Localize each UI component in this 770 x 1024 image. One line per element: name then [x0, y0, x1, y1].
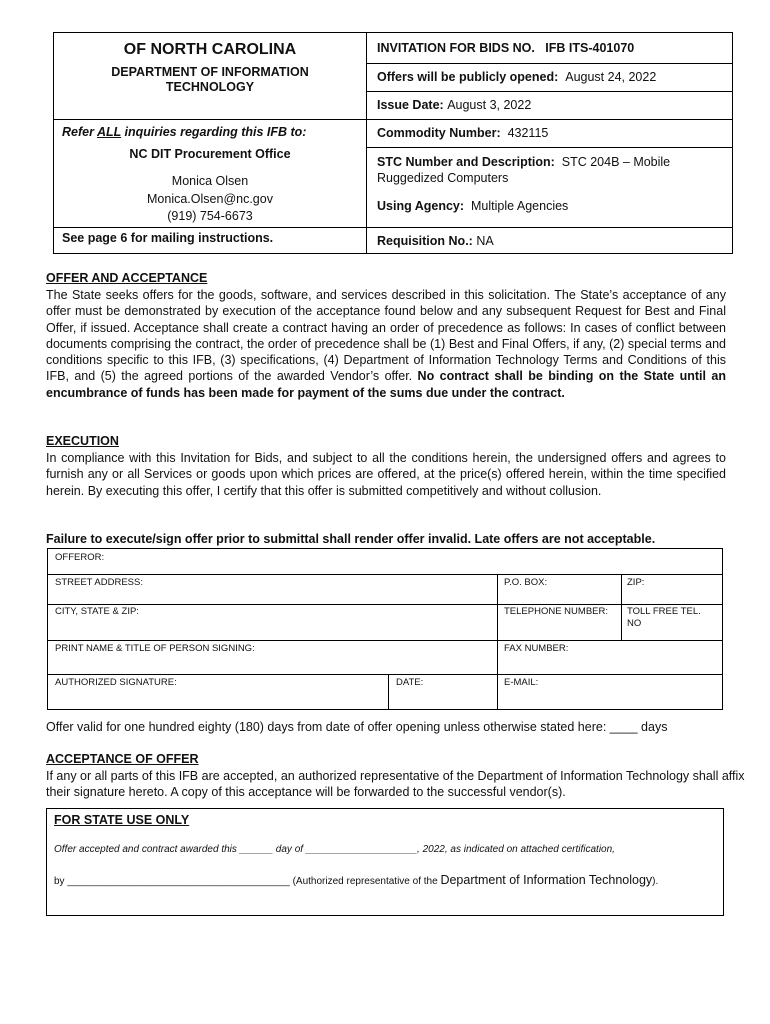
- header-right-column: [367, 33, 732, 253]
- state-use-heading: FOR STATE USE ONLY: [54, 813, 190, 827]
- offer-acceptance-body: [46, 287, 726, 401]
- execution-body: In compliance with this Invitation for Bids, and subject to all the conditions herein, the undersigned offers and agrees to furnish any or all Services or goods upon which prices are offered, at the price(s) offered herein, within the time specified herein. By executing this offer, I certify that this offer is submitted competitively and without collusion.: [46, 451, 726, 498]
- requisition-label: Requisition No.:: [377, 234, 473, 248]
- contact-phone: (919) 754-6673: [167, 209, 253, 223]
- authorized-signature-field[interactable]: AUTHORIZED SIGNATURE:: [55, 677, 177, 688]
- agency-value: Multiple Agencies: [471, 199, 569, 213]
- requisition-value: NA: [476, 234, 494, 248]
- rep-line-prefix: by ________________________________________ (Authorized representative of the: [54, 876, 441, 887]
- ifb-number-cell: [367, 33, 732, 63]
- offer-valid-statement: Offer valid for one hundred eighty (180) days from date of offer opening unless otherwise stated here: ____ days: [46, 720, 668, 734]
- requisition-cell: [367, 227, 732, 254]
- state-use-box: [46, 808, 724, 916]
- street-address-field[interactable]: STREET ADDRESS:: [55, 577, 143, 588]
- contact-name: Monica Olsen: [171, 174, 249, 188]
- rep-line-suffix: ).: [652, 876, 659, 887]
- authorized-representative-line: [54, 871, 714, 891]
- date-field[interactable]: DATE:: [396, 677, 424, 688]
- issue-date-cell: [367, 91, 732, 119]
- refer-suffix: inquiries regarding this IFB to:: [121, 125, 307, 139]
- acceptance-of-offer-heading: ACCEPTANCE OF OFFER: [46, 752, 199, 766]
- offer-acceptance-bold: No contract shall be binding on the State until an encumbrance of funds has been made for payment of the sums due under the contract.: [46, 369, 726, 400]
- department-line-1: DEPARTMENT OF INFORMATION: [111, 65, 309, 79]
- form-column-divider: [621, 574, 622, 640]
- form-divider: [48, 640, 722, 641]
- mailing-instructions: See page 6 for mailing instructions.: [54, 227, 366, 259]
- offer-acceptance-heading: OFFER AND ACCEPTANCE: [46, 271, 208, 285]
- opening-date-cell: [367, 63, 732, 91]
- contact-email[interactable]: Monica.Olsen@nc.gov: [147, 192, 273, 206]
- state-title: OF NORTH CAROLINA: [123, 41, 297, 58]
- form-column-divider: [497, 574, 498, 710]
- zip-field[interactable]: ZIP:: [627, 577, 645, 588]
- opening-value: August 24, 2022: [565, 70, 657, 84]
- department-name: [54, 65, 366, 95]
- fax-field[interactable]: FAX NUMBER:: [504, 643, 569, 654]
- telephone-field[interactable]: TELEPHONE NUMBER:: [504, 606, 608, 617]
- issue-value: August 3, 2022: [447, 98, 532, 112]
- offeror-field[interactable]: OFFEROR:: [55, 552, 105, 563]
- stc-value-1: STC 204B – Mobile: [561, 155, 671, 169]
- toll-free-field[interactable]: [627, 606, 701, 630]
- refer-prefix: Refer: [62, 125, 97, 139]
- refer-all: ALL: [96, 125, 122, 139]
- department-line-2: TECHNOLOGY: [165, 80, 255, 94]
- opening-label: Offers will be publicly opened:: [377, 70, 559, 84]
- form-divider: [48, 674, 722, 675]
- email-field[interactable]: E-MAIL:: [504, 677, 539, 688]
- issue-label: Issue Date:: [377, 98, 444, 112]
- form-column-divider: [388, 674, 389, 710]
- acceptance-of-offer-body: If any or all parts of this IFB are accepted, an authorized representative of the Department of Information Technology shall affix their signature hereto. A copy of this acceptance will be forwarded to the successful vendor(s).: [46, 769, 745, 800]
- contract-award-line: Offer accepted and contract awarded this ______ day of ____________________, 2022, as indicated on attached certification,: [54, 844, 615, 855]
- rep-line-department: Department of Information Technology: [440, 873, 653, 887]
- commodity-cell: [367, 119, 732, 147]
- stc-cell: [367, 147, 732, 193]
- toll-free-label-1: TOLL FREE TEL.: [627, 606, 701, 617]
- refer-inquiries: [54, 119, 366, 146]
- offer-acceptance-text: The State seeks offers for the goods, software, and services described in this solicitation. The State’s acceptance of any offer must be demonstrated by execution of the acceptance found below and any subsequent Request for Best and Final Offer, if issued. Acceptance shall create a contract having an order of precedence as follows: In cases of conflict between documents comprising the contract, the order of precedence shall be (1) Best and Final Offers, if any, (2) special terms and conditions specific to this IFB, (3) specifications, (4) Department of Information Technology Terms and Conditions of this IFB, and (5) the agreed portions of the awarded Vendor’s offer.: [46, 288, 726, 384]
- ifb-header-table: [53, 32, 733, 254]
- offeror-form: [47, 548, 723, 710]
- ifb-number-label: INVITATION FOR BIDS NO.: [377, 41, 535, 55]
- print-name-field[interactable]: PRINT NAME & TITLE OF PERSON SIGNING:: [55, 643, 255, 654]
- po-box-field[interactable]: P.O. BOX:: [504, 577, 548, 588]
- stc-label: STC Number and Description:: [377, 155, 555, 169]
- agency-cell: [367, 193, 732, 227]
- city-state-zip-field[interactable]: CITY, STATE & ZIP:: [55, 606, 139, 617]
- stc-value-2: Ruggedized Computers: [377, 171, 509, 185]
- commodity-label: Commodity Number:: [377, 126, 501, 140]
- execution-heading: EXECUTION: [46, 434, 119, 448]
- ifb-number-value: IFB ITS-401070: [545, 41, 635, 55]
- header-left-column: [54, 33, 367, 253]
- procurement-office: NC DIT Procurement Office: [129, 147, 291, 161]
- commodity-value: 432115: [507, 126, 549, 140]
- toll-free-label-2: NO: [627, 618, 642, 629]
- agency-label: Using Agency:: [377, 199, 465, 213]
- failure-notice: Failure to execute/sign offer prior to submittal shall render offer invalid. Late offers are not acceptable.: [46, 532, 656, 546]
